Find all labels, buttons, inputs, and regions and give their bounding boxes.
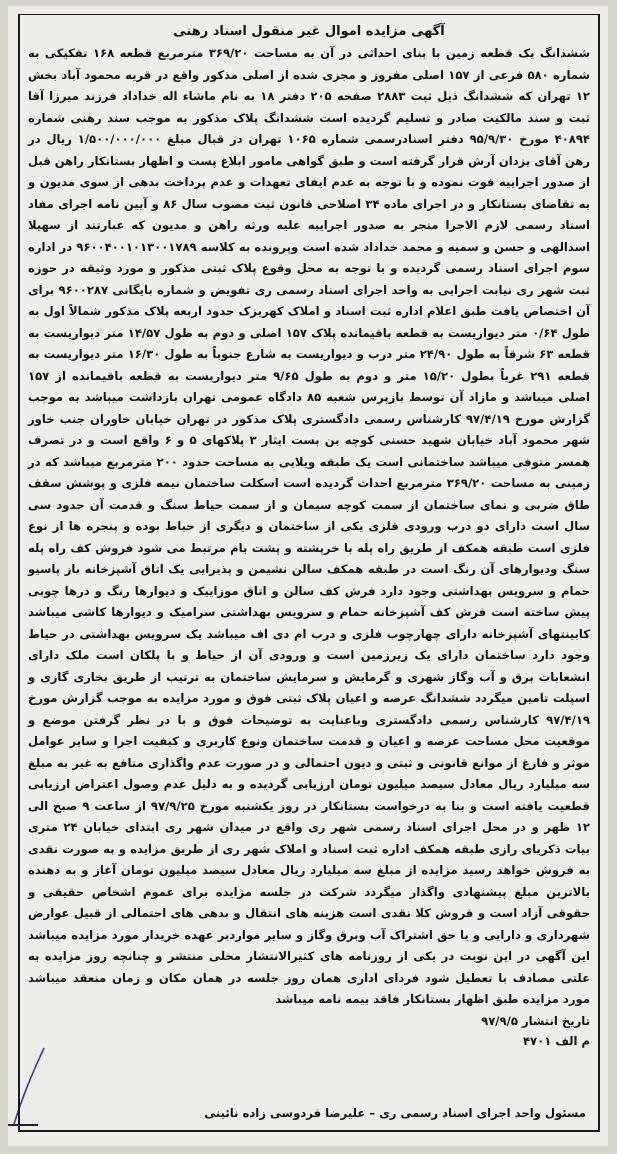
notice-frame xyxy=(18,14,600,1132)
newspaper-clipping xyxy=(8,6,608,1146)
notice-title: آگهی مزایده اموال غیر منقول اسناد رهنی xyxy=(173,24,445,39)
publish-date: تاریخ انتشار ۹۷/۹/۵ xyxy=(481,1013,590,1028)
signature-line: مسئول واحد اجرای اسناد رسمی ری – علیرضا فردوسی زاده نائینی xyxy=(204,1106,586,1120)
notice-body: ششدانگ یک قطعه زمین با بنای احداثی در آن به مساحت ۳۶۹/۲۰ مترمربع قطعه ۱۶۸ تفکیکی به شماره ۵۸۰ فرعی از ۱۵۷ اصلی مفروز و مجزی شده از اصلی مذکور واقع در قریه محمود آباد بخش ۱۲ تهران که ششدانگ ذیل ثبت ۲۸۸۳ صفحه ۲۰۵ دفتر ۱۸ به نام ماشاء اله خداداد فرزند میرزا آقا ثبت و سند مالکیت صادر و تسلیم گردیده است ششدانگ پلاک مذکور به موجب سند رهنی شماره ۴۰۸۹۴ مورخ ۹۵/۹/۳۰ دفتر اسنادرسمی شماره ۱۰۶۵ تهران در قبال مبلغ ۱/۵۰۰/۰۰۰/۰۰۰ ریال در رهن آقای یزدان آرش قرار گرفته است و طبق گواهی مامور ابلاغ پست و اظهار بستانکار راهن قبل از صدور اجراییه فوت نموده و با توجه به عدم ایفای تعهدات و عدم پرداخت بدهی از سوی مدیون و به تقاضای بستانکار و در اجرای ماده ۳۴ اصلاحی قانون ثبت مصوب سال ۸۶ و آیین نامه اجرای مفاد اسناد رسمی لازم الاجرا منجر به صدور اجراییه علیه ورثه راهن و مدیون که عبارتند از سهیلا اسدالهی و حسن و سمیه و محمد خداداد شده است وپرونده به کلاسه ۹۶۰۰۴۰۰۱۰۱۳۰۰۱۷۸۹ در اداره سوم اجرای اسناد رسمی گردیده و با توجه به محل وقوع پلاک ثبتی مذکور و مورد وثیقه در حوزه ثبت شهر ری نیابت اجرایی به واحد اجرای اسناد رسمی ری تفویض و شماره بایگانی ۹۶۰۰۲۸۷ برای آن اختصاص یافت طبق اعلام اداره ثبت اسناد و املاک کهریزک حدود اربعه پلاک مذکور شمالاً اول به طول ۰/۶۴ متر دیواریست به قطعه باقیمانده پلاک ۱۵۷ اصلی و دوم به طول ۱۴/۵۷ متر دیواریست به قطعه ۶۳ شرقاً به طول ۲۴/۹۰ متر درب و دیواریست به شارع جنوباً به طول ۱۶/۳۰ متر دیواریست به قطعه ۲۹۱ غرباً بطول ۱۵/۲۰ متر و دوم به طول ۹/۶۵ متر دیواریست به قطعه باقیمانده از ۱۵۷ اصلی میباشد و مازاد آن توسط بازپرس شعبه ۸۵ دادگاه عمومی تهران بازداشت میباشد به موجب گزارش مورخ ۹۷/۴/۱۹ کارشناس رسمی دادگستری پلاک مذکور در تهران خیابان خاوران جنب خاور شهر محمود آباد خیابان شهید حسنی کوچه بن بست ایثار ۳ پلاکهای ۵ و ۶ واقع است و در تصرف همسر متوفی میباشد ساختمانی است یک طبقه ویلایی به مساحت حدود ۲۰۰ مترمربع میباشد که در زمینی به مساحت ۳۶۹/۲۰ مترمربع احداث گردیده است اسکلت ساختمان نیمه فلزی و پوشش سقف طاق ضربی و نمای ساختمان از سمت کوچه سیمان و از سمت حیاط سنگ و قدمت آن حدود سی سال است دارای دو درب ورودی فلزی یکی از ساختمان و دیگری از حیاط بوده و پنجره ها از نوع فلزی است طبقه همکف از طریق راه پله با خرپشته و پشت بام مرتبط می شود فروش کف راه پله سنگ ودیوارهای آن رنگ است در طبقه همکف سالن نشیمن و پذیرایی یک اتاق آشپزخانه باز پاسیو حمام و سرویس بهداشتی وجود دارد فرش کف سالن و اتاق موزاییک و دیوارها رنگ و درها چوبی پیش ساخته است فرش کف آشپزخانه حمام و سرویس بهداشتی سرامیک و دیوارها کاشی میباشد کابینتهای آشپزخانه دارای چهارچوب فلزی و درب ام دی اف میباشد یک سرویس بهداشتی در حیاط وجود دارد ساختمان دارای یک زیرزمین است و ورودی آن از حیاط و با پلکان است ملک دارای انشعابات برق و آب وگاز شهری و گرمایش و سرمایش ساختمان به ترتیب از طریق بخاری گازی و اسپلت تامین میگردد ششدانگ عرصه و اعیان پلاک ثبتی فوق و مورد مزایده به موجب گزارش مورخ ۹۷/۴/۱۹ کارشناس رسمی دادگستری وباعنایت به توضیحات فوق و با در نظر گرفتن موضع و موقعیت محل مساحت عرصه و اعیان و قدمت ساختمان ونوع کاربری و کیفیت اجرا و سایر عوامل موثر و فارغ از موانع قانونی و ثبتی و دیون احتمالی و در صورت عدم واگذاری منافع به غیر به مبلغ سه میلیارد ریال معادل سیصد میلیون تومان ارزیابی گردیده و به دلیل عدم وصول اعتراض ارزیابی قطعیت یافته است و بنا به درخواست بستانکار در روز یکشنبه مورخ ۹۷/۹/۲۵ از ساعت ۹ صبح الی ۱۲ ظهر و در محل اجرای اسناد رسمی شهر ری واقع در میدان شهر ری ابتدای خیابان ۲۴ متری بیات ذکریای رازی طبقه همکف اداره ثبت اسناد و املاک شهر ری از طریق مزایده و به صورت نقدی به فروش خواهد رسید مزایده از مبلغ سه میلیارد ریال معادل سیصد میلیون تومان آغاز و به دهنده بالاترین مبلغ پیشنهادی واگذار میگردد شرکت در جلسه مزایده برای عموم اشخاص حقیقی و حقوقی آزاد است و فروش کلا نقدی است هزینه های انتقال و بدهی های احتمالی از قبیل عوارض شهرداری و دارایی و یا حق اشتراک آب وبرق وگاز و سایر مواردبر عهده خریدار مورد مزایده میباشد این آگهی در این نوبت در یکی از روزنامه های کثیرالانتشار محلی منتشر و چنانچه روز مزایده به علتی مصادف با تعطیل شود فردای اداری همان روز جلسه در همان مکان و زمان منعقد میباشد مورد مزایده طبق اظهار بستانکار فاقد بیمه نامه میباشد xyxy=(28,46,591,1006)
reference-code: م الف ۴۷۰۱ xyxy=(522,1033,590,1048)
